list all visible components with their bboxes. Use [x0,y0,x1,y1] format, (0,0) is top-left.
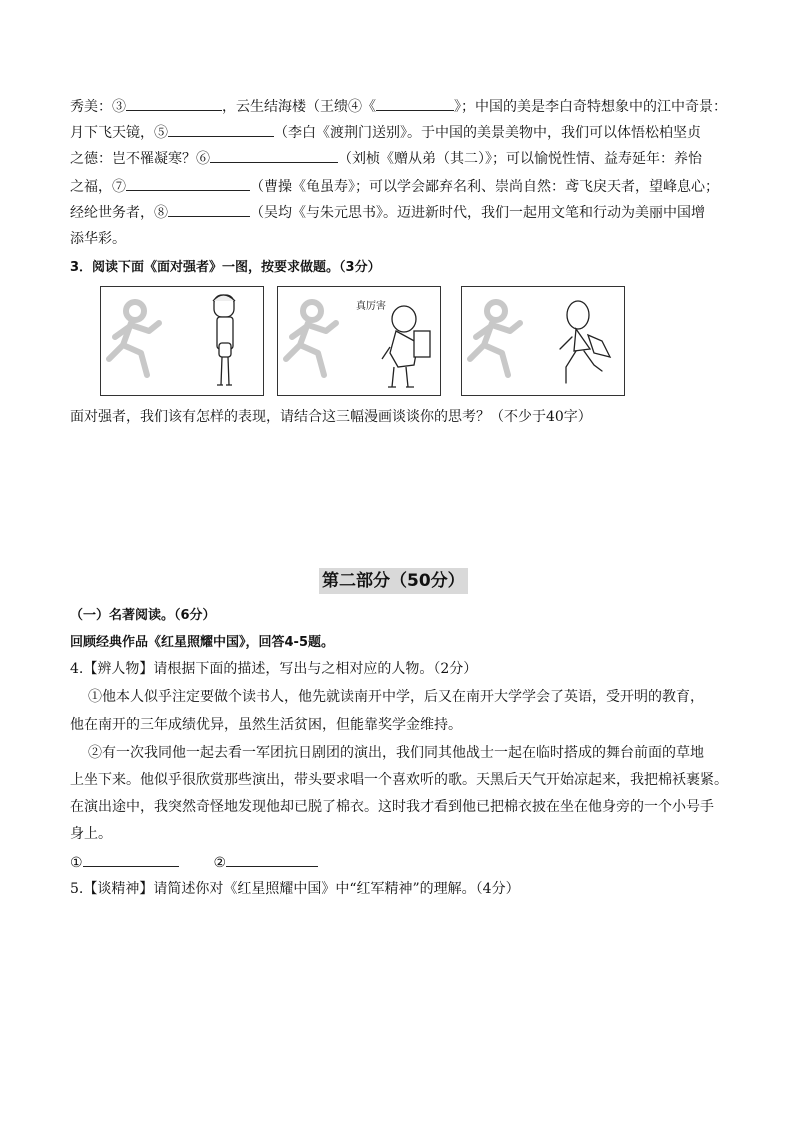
q4-answer-blank-1[interactable] [83,852,179,867]
poem-line-2 [70,122,701,143]
q4-passage-2b: 上坐下来。他似乎很欣赏那些演出，带头要求唱一个喜欢听的歌。天黑后天气开始凉起来，我把棉袄裹紧。 [70,772,728,788]
q3-heading: 3．阅读下面《面对强者》一图，按要求做题。（3分） [70,260,381,275]
poem-text: （李白《渡荆门送别》。于中国的美景美物中，我们可以体悟松柏坚贞 [274,125,701,141]
q5-heading: 5.【谈精神】请简述你对《红星照耀中国》中“红军精神”的理解。（4分） [70,881,520,897]
running-figure-icon [286,302,336,375]
poem-line-3 [70,148,702,169]
q3-prompt: 面对强者，我们该有怎样的表现，请结合这三幅漫画谈谈你的思考？（不少于40字） [70,409,592,425]
comic-panel-3 [461,286,625,396]
answer-blank-3[interactable] [126,96,222,111]
poem-text: 之德：岂不罹凝寒？⑥ [70,151,210,167]
q4-heading: 4.【辨人物】请根据下面的描述，写出与之相对应的人物。（2分） [70,661,478,677]
answer-blank-7[interactable] [126,176,250,191]
answer-blank-8[interactable] [168,202,250,217]
runner-figure-icon [560,301,610,383]
q4-passage-1b: 他在南开的三年成绩优异，虽然生活贫困，但能靠奖学金维持。 [70,717,462,733]
comic-drawing-3 [462,287,624,395]
q4-passage-2a: ②有一次我同他一起去看一军团抗日剧团的演出，我们同其他战士一起在临时搭成的舞台前面的草地 [88,745,704,761]
poem-text: 月下飞天镜，⑤ [70,125,168,141]
running-figure-icon [109,302,159,375]
poem-text: （刘桢《赠从弟（其二）》；可以愉悦性情、益寿延年：养怡 [338,151,702,167]
comic-drawing-1 [101,287,263,395]
q4-passage-1a: ①他本人似乎注定要做个读书人，他先就读南开中学，后又在南开大学学会了英语，受开明的教育， [88,689,704,705]
q4-answer-row [70,852,318,873]
poem-line-4 [70,176,719,197]
poem-text: 经纶世务者，⑧ [70,205,168,221]
answer-blank-5[interactable] [168,122,274,137]
q3-answer-area[interactable] [70,440,724,550]
poem-text: 》；中国的美是李白奇特想象中的江中奇景： [454,99,727,115]
poem-text: （吴均《与朱元思书》。迈进新时代，我们一起用文笔和行动为美丽中国增 [250,205,705,221]
running-figure-icon [470,302,520,375]
standing-figure-icon [213,295,235,385]
q4-passage-2d: 身上。 [70,826,112,842]
part2-sub2: 回顾经典作品《红星照耀中国》，回答4-5题。 [70,635,334,650]
comic-panel-2 [277,286,441,396]
poem-line-6: 添华彩。 [70,231,126,247]
answer-blank-6[interactable] [210,148,338,163]
q4-passage-2c: 在演出途中，我突然奇怪地发现他却已脱了棉衣。这时我才看到他已把棉衣披在坐在他身旁的一个小号手 [70,799,714,815]
part2-title: 第二部分（50分） [319,568,468,594]
poem-text: 之福，⑦ [70,179,126,195]
poem-line-1 [70,96,727,117]
poem-text: （曹操《龟虽寿》；可以学会鄙弃名利、崇尚自然：鸢飞戾天者，望峰息心； [250,179,719,195]
poem-text: 秀美：③ [70,99,126,115]
part2-sub1: （一）名著阅读。（6分） [70,608,216,623]
q4-answer-label-1: ① [70,855,83,871]
speech-bubble-text: 真厉害 [356,301,386,312]
q4-answer-blank-2[interactable] [226,852,318,867]
poem-text: ，云生结海楼（王缋④《 [222,99,376,115]
bowing-figure-icon [382,306,430,387]
comic-panel-1 [100,286,264,396]
q5-answer-area[interactable] [70,910,724,1070]
q4-answer-label-2: ② [213,855,227,871]
answer-blank-4[interactable] [376,96,454,111]
poem-line-5 [70,202,705,223]
